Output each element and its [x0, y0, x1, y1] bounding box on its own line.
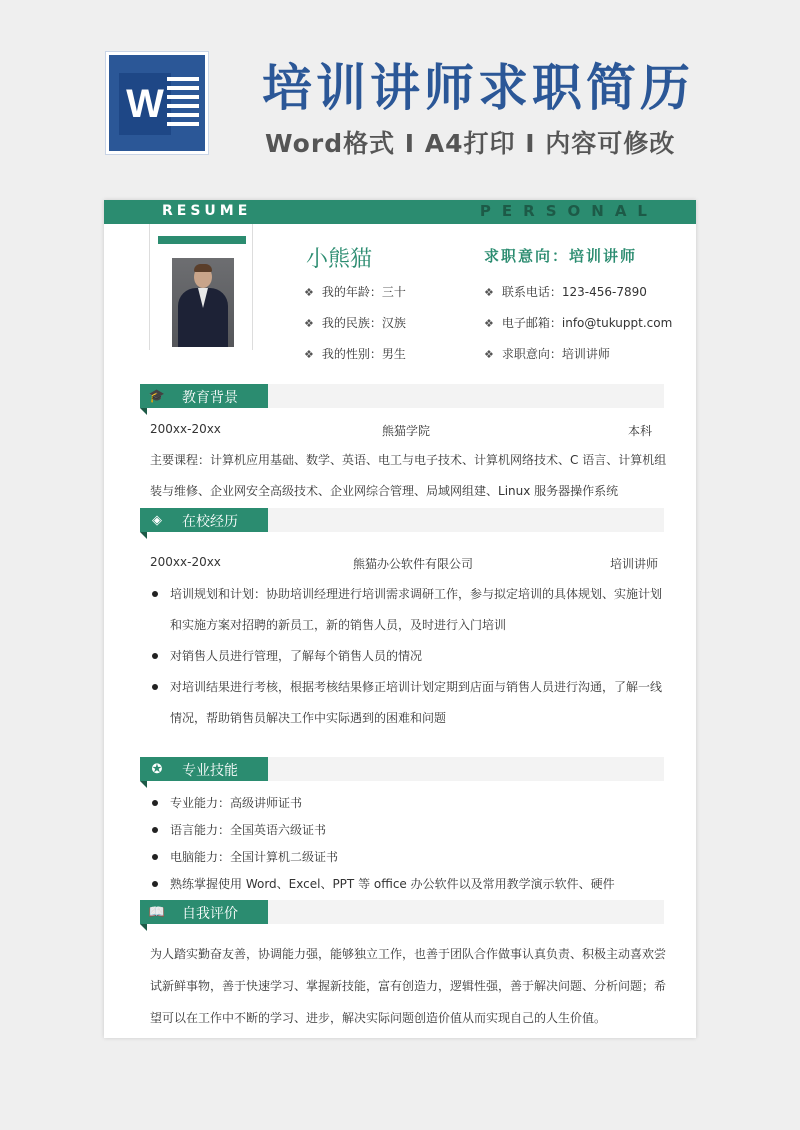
photo-frame — [149, 224, 253, 350]
experience-company: 熊猫办公软件有限公司 — [353, 557, 474, 571]
bullet-dot-icon — [152, 800, 158, 806]
info-email: ❖ 电子邮箱：info@tukuppt.com — [484, 316, 673, 330]
info-phone: ❖ 联系电话：123-456-7890 — [484, 285, 647, 299]
document-lines-icon — [167, 77, 199, 131]
section-title: 专业技能 — [182, 763, 238, 779]
word-logo-letter: W — [119, 73, 171, 135]
education-section-header — [140, 384, 268, 408]
section-title: 自我评价 — [182, 906, 238, 922]
diamond-bullet-icon: ❖ — [484, 286, 494, 299]
list-item: 培训规划和计划：协助培训经理进行培训需求调研工作，参与拟定培训的具体规划、实施计划和实施方案对招聘的新员工，新的销售人员，及时进行入门培训 — [150, 579, 670, 641]
experience-period: 200xx-20xx — [150, 555, 221, 569]
education-degree: 本科 — [628, 424, 653, 438]
bullet-dot-icon — [152, 684, 158, 690]
resume-page — [104, 200, 696, 1038]
photo-accent-bar — [158, 236, 246, 244]
bullet-dot-icon — [152, 591, 158, 597]
header — [0, 0, 800, 185]
word-document-icon — [106, 52, 208, 154]
education-period: 200xx-20xx — [150, 422, 221, 436]
section-title: 在校经历 — [182, 514, 238, 530]
layers-icon: ◈ — [152, 512, 162, 528]
section-title: 教育背景 — [182, 390, 238, 406]
list-item: 对销售人员进行管理，了解每个销售人员的情况 — [150, 641, 670, 672]
info-gender: ❖ 我的性别：男生 — [304, 347, 406, 361]
graduation-cap-icon: 🎓 — [148, 388, 166, 404]
diamond-bullet-icon: ❖ — [304, 348, 314, 361]
bullet-dot-icon — [152, 653, 158, 659]
job-intent-heading: 求职意向：培训讲师 — [484, 247, 638, 265]
diamond-bullet-icon: ❖ — [484, 317, 494, 330]
profile-photo — [172, 258, 234, 347]
bullet-dot-icon — [152, 854, 158, 860]
diamond-bullet-icon: ❖ — [304, 317, 314, 330]
award-icon: ✪ — [151, 761, 163, 777]
bullet-dot-icon — [152, 881, 158, 887]
experience-entry — [150, 555, 660, 571]
list-item: 熟练掌握使用 Word、Excel、PPT 等 office 办公软件以及常用教学演示软件、硬件 — [150, 869, 670, 900]
experience-role: 培训讲师 — [610, 557, 659, 571]
education-courses: 主要课程：计算机应用基础、数学、英语、电工与电子技术、计算机网络技术、C 语言、计算机组装与维修、企业网安全高级技术、企业网综合管理、局域网组建、Linux 服务器操作系统 — [150, 453, 667, 498]
list-item: 专业能力：高级讲师证书 — [150, 788, 670, 819]
info-age: ❖ 我的年龄：三十 — [304, 285, 406, 299]
education-school: 熊猫学院 — [382, 424, 431, 438]
experience-section-header — [140, 508, 268, 532]
bullet-dot-icon — [152, 827, 158, 833]
evaluation-section-header — [140, 900, 268, 924]
resume-top-bar — [104, 200, 696, 224]
diamond-bullet-icon: ❖ — [304, 286, 314, 299]
book-icon: 📖 — [148, 904, 166, 920]
page-subtitle: Word格式 I A4打印 I 内容可修改 — [265, 129, 676, 158]
resume-label: RESUME — [162, 203, 252, 219]
list-item: 对培训结果进行考核，根据考核结果修正培训计划定期到店面与销售人员进行沟通，了解一线情况，帮助销售员解决工作中实际遇到的困难和问题 — [150, 672, 670, 734]
info-ethnicity: ❖ 我的民族：汉族 — [304, 316, 406, 330]
skills-section-header — [140, 757, 268, 781]
self-evaluation-text: 为人踏实勤奋友善，协调能力强，能够独立工作，也善于团队合作做事认真负责、积极主动喜欢尝试新鲜事物，善于快速学习、掌握新技能，富有创造力，逻辑性强，善于解决问题、分析问题；希望可以在工作中不断的学习、进步，解决实际问题创造价值从而实现自己的人生价值。 — [150, 947, 667, 1025]
diamond-bullet-icon: ❖ — [484, 348, 494, 361]
info-job-intent: ❖ 求职意向：培训讲师 — [484, 347, 610, 361]
list-item: 电脑能力：全国计算机二级证书 — [150, 842, 670, 873]
education-entry — [150, 422, 660, 438]
page-title: 培训讲师求职简历 — [262, 59, 694, 117]
candidate-name: 小熊猫 — [306, 247, 373, 272]
personal-label: PERSONAL — [479, 202, 658, 220]
list-item: 语言能力：全国英语六级证书 — [150, 815, 670, 846]
